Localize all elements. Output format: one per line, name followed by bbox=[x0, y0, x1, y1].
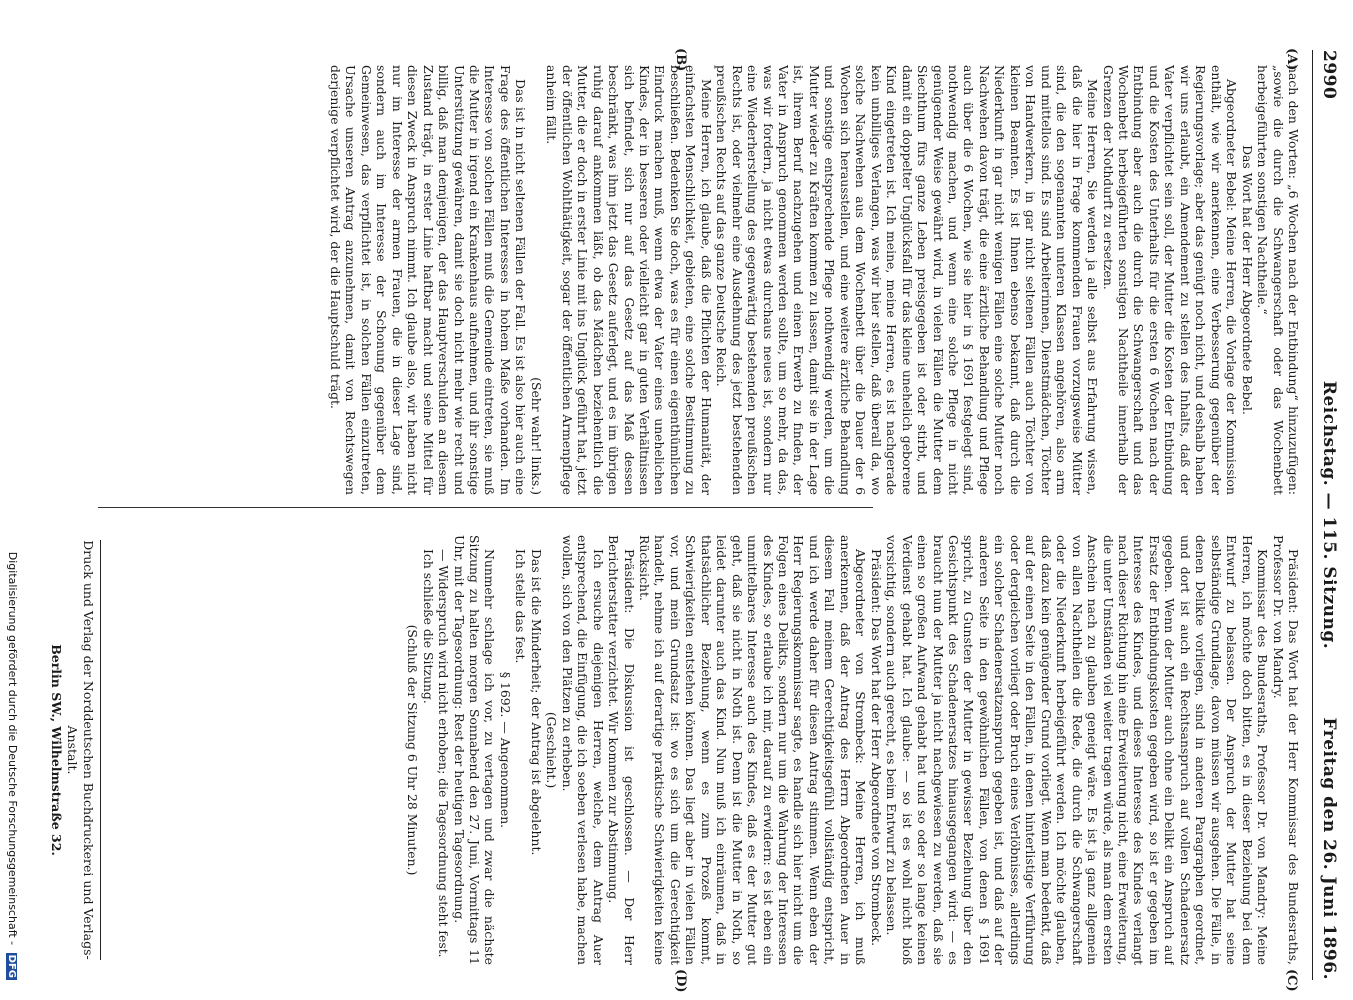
session-end-time: (Schluß der Sitzung 6 Uhr 28 Minuten.) bbox=[405, 624, 421, 876]
vote-confirm: Ich stelle das fest. bbox=[513, 549, 529, 664]
imprint-rule bbox=[100, 540, 101, 960]
vote-action: (Geschieht.) bbox=[544, 711, 560, 789]
session-close: Ich schließe die Sitzung. bbox=[420, 549, 436, 704]
header-rule bbox=[1312, 50, 1313, 980]
vote-call: Ich ersuche diejenigen Herren, welche, dem Antrag Auer entsprechend, die Einfügung, die ich soeben verlesen habe, machen wollen, sich von den Plätzen zu erheben. bbox=[559, 535, 606, 965]
bebel-speech-2: Meine Herren, Sie werden ja alle selbst aus Erfahrung wissen, daß die hier in Frage kommenden Frauen vorzugsweise Mütter sind, die den sogenannten unteren Klassen angehören, also arm und mittellos sind. Es sind Arbeiterinnen, Dienstmädchen, Töchter von Handwerkern, in gar nicht seltenen Fällen auch Töchter von kleinen Beamten. Es ist Ihnen ebenso bekannt, daß durch die Niederkunft in gar nicht wenigen Fällen eine solche Mutter noch Nachwehen davon trägt, die eine ärztliche Behandlung und Pflege auch über die 6 Wochen, wie sie hier in § 1691 festgelegt sind, nothwendig machen, und wenn eine solche Pflege in nicht genügender Weise gewährt wird, in vielen Fällen die Mutter dem Siechthum fürs ganze Leben preisgegeben ist oder stirbt, und damit ein doppelter Unglücksfall für das kleine unehelich geborene Kind eingetreten ist. Ich meine, meine Herren, es ist nachgerade kein unbilliges Verlangen, was wir hier stellen, daß überall da, wo solche Nachwehen aus dem Wochenbett über die Dauer der 6 Wochen sich herausstellen, und eine weitere ärztliche Behandlung und sonstige entsprechende Pflege nothwendig werden, um die Mutter wieder zu Kräften kommen zu lassen, damit sie in der Lage ist, ihrem Beruf nachzugehen und einen Erwerb zu finden, der Vater in Anspruch genommen werden sollte, um so mehr, da das, was wir fordern, ja nicht etwas durchaus neues ist, sondern nur eine Wiederherstellung des gegenwärtig bestehenden preußischen Rechts ist, oder vielmehr eine Ausdehnung des jetzt bestehenden preußischen Rechts auf das ganze Deutsche Reich. bbox=[714, 65, 1101, 495]
president-statement-3: Präsident: Die Diskussion ist geschlossen. — Der Herr Berichterstatter verzichtet. Wir kommen zur Abstimmung. bbox=[606, 535, 637, 965]
margin-marker-c: (C) bbox=[1284, 969, 1299, 992]
strombeck-speech: Abgeordneter von Strombeck: Meine Herren, ich muß anerkennen, daß der Antrag des Herrn Abgeordneten Auer in diesem Fall meinem Gerechtigkeitsgefühl vollständig entspricht, und ich werde daher für diesen Antrag stimmen. Wenn eben der Herr Regierungskommissar sagte, es handle sich hier nicht um die Folgen eines Delikts, sondern nur um die Wahrung der Interessen des Kindes, so erlaube ich mir, darauf zu erwidern: es ist eben ein unmittelbares Interesse auch des Kindes, daß es der Mutter gut geht, daß sie nicht in Noth ist. Denn ist die Mutter in Noth, so leidet darunter auch das Kind. Nun muß ich einräumen, daß in thatsächlicher Beziehung, wenn es zum Prozeß kommt, Schwierigkeiten entstehen können. Das liegt aber in vielen Fällen vor, und mein Grundsatz ist: wo es sich um die Gerechtigkeit handelt, nehme ich auf derartige praktische Schwierigkeiten keine Rücksicht. bbox=[636, 535, 869, 965]
president-statement-1: Präsident: Das Wort hat der Herr Kommissar des Bundesraths, Professor Dr. von Mandry. bbox=[1270, 535, 1301, 965]
vote-result: Das ist die Minderheit; der Antrag ist abgelehnt. bbox=[528, 549, 544, 856]
margin-marker-b: (B) bbox=[673, 48, 688, 72]
no-objection: — Widerspruch wird nicht erhoben; die Tagesordnung steht fest. bbox=[436, 549, 452, 958]
president-statement-2: Präsident: Das Wort hat der Herr Abgeordnete von Strombeck. bbox=[868, 549, 884, 947]
digitization-credit bbox=[6, 50, 19, 980]
page-number: 2990 bbox=[1319, 50, 1339, 100]
imprint-address: Berlin SW., Wilhelmstraße 32. bbox=[49, 644, 64, 856]
amendment-text: nach den Worten: „6 Wochen nach der Entbindung“ hinzuzufügen: „sowie die durch die Schwangerschaft oder das Wochenbett herbeigeführten sonstigen Nachtheile.“ bbox=[1255, 65, 1301, 495]
paragraph-accepted: § 1692. — Angenommen. bbox=[497, 671, 513, 829]
imprint-publisher: Druck und Verlag der Norddeutschen Buchdruckerei und Verlags-Anstalt. bbox=[65, 540, 96, 960]
session-date: Freitag den 26. Juni 1896. bbox=[1319, 717, 1339, 980]
mandry-speech: Kommissar des Bundesraths, Professor Dr. von Mandry: Meine Herren, ich möchte doch bitten, es in dieser Beziehung bei dem Entwurf zu belassen. Der Anspruch der Mutter hat seine selbständige Grundlage, davon müssen wir ausgehen. Die Fälle, in denen Delikte vorliegen, sind in anderen Paragraphen geordnet, und dort ist auch ein Rechtsanspruch auf vollen Schadenersatz gegeben. Wenn der Mutter auch ohne ein Delikt ein Anspruch auf Ersatz der Entbindungskosten gegeben wird, so ist er gegeben im Interesse des Kindes, und dieses Interesse des Kindes verlangt nach dieser Richtung hin eine Erweiterung nicht, eine Erweiterung, die unter Umständen viel weiter tragen würde, als man dem ersten Anschein nach zu glauben geneigt wäre. Es ist ja ganz allgemein von allen Nachtheilen die Rede, die durch die Schwangerschaft oder die Niederkunft herbeigeführt werden. Ich möchte glauben, daß dazu kein genügender Grund vorliegt. Wenn man bedenkt, daß auf der einen Seite in den Fällen, in denen hinterlistige Verführung oder dergleichen vorliegt oder Bruch eines Verlöbnisses, allerdings ein solcher Schadenersatzanspruch gegeben ist, und daß auf der anderen Seite in den gewöhnlichen Fällen, von denen § 1691 spricht, zu Gunsten der Mutter in gewisser Beziehung über den Gesichtspunkt des Schadenersatzes hinausgegangen wird: — es braucht nun der Mutter ja nicht nachgewiesen zu werden, daß sie einen so großen Aufwand gehabt hat und so oder so lange keinen Verdienst gehabt hat. Ich glaube: — so ist es wohl nicht bloß vorsichtig, sondern auch gerecht, es beim Entwurf zu belassen. bbox=[884, 535, 1271, 965]
margin-marker-a: (A) bbox=[1284, 48, 1299, 71]
dfg-logo: DFG bbox=[6, 954, 18, 978]
imprint bbox=[48, 540, 96, 960]
page-header bbox=[1317, 50, 1339, 980]
adjournment-proposal: Nunmehr schlage ich vor, zu vertagen und zwar die nächste Sitzung zu halten morgen Sonnabend den 27. Juni, Vormittags 11 Uhr, mit der Tagesordnung: Rest der heutigen Tagesordnung. bbox=[451, 535, 498, 965]
bebel-speech-3: Meine Herren, ich glaube, daß die Pflichten der Humanität, der einfachsten Menschlichkeit, gebieten, eine solche Bestimmung zu beschließen. Bedenken Sie doch, was es für einen eigenthümlichen Eindruck machen muß, wenn etwa der Vater eines unehelichen Kindes, der in besseren oder vielleicht gar in guten Verhältnissen sich befindet, sich nur auf das Gesetz auf das Maß dessen beschränkt, was ihm jetzt das Gesetz auferlegt, und es im übrigen ruhig darauf ankommen läßt, ob das Mädchen beziehentlich die Mutter, die er doch in erster Linie mit ins Unglück geführt hat, jetzt der öffentlichen Wohlthätigkeit, sogar der öffentlichen Armenpflege anheim fällt. bbox=[544, 65, 714, 495]
bebel-speech-4: Das ist in nicht seltenen Fällen der Fall. Es ist also hier auch eine Frage des öffentlichen Interesses in hohem Maße vorhanden. Im Interesse von solchen Fällen muß die Gemeinde eintreten, sie muß die Mutter in irgend ein Krankenhaus aufnehmen, und ihr sonstige Unterstützung gewähren, damit sie doch nicht mehr wie recht und billig, daß man demjenigen, der das Hauptverschulden an diesem Zustand trägt, in erster Linie haftbar macht und seine Mittel für diesen Zweck in Anspruch nimmt. Ich glaube also, wir haben nicht nur im Interesse der armen Frauen, die in dieser Lage sind, sondern auch im Interesse der Schonung gegenüber dem Gemeinwesen, das verpflichtet ist, in solchen Fällen einzutreten, Ursache unseren Antrag anzunehmen, damit von Rechtswegen derjenige verpflichtet wird, der die Hauptschuld trägt. bbox=[327, 65, 529, 495]
credit-text: Digitalisierung gefördert durch die Deutsche Forschungsgemeinschaft - bbox=[6, 551, 19, 946]
session-title: Reichstag. — 115. Sitzung. bbox=[1319, 380, 1339, 650]
bebel-speech-1: Abgeordneter Bebel: Meine Herren, die Vorlage der Kommission enthält, wie wir anerkennen, eine Verbesserung gegenüber der Regierungsvorlage; aber das genügt noch nicht, und deshalb haben wir uns erlaubt, ein Amendement zu stellen des Inhalts, daß der Vater verpflichtet sein soll, der Mutter die Kosten der Entbindung und die Kosten des Unterhalts für die ersten 6 Wochen nach der Entbindung aber auch die durch die Schwangerschaft und das Wochenbett herbeigeführten sonstigen Nachtheile innerhalb der Grenzen der Nothdurft zu ersetzen. bbox=[1100, 65, 1240, 495]
president-note: Das Wort hat der Herr Abgeordnete Bebel. bbox=[1239, 145, 1255, 415]
right-column bbox=[96, 535, 1301, 965]
column-divider bbox=[98, 507, 873, 508]
margin-marker-d: (D) bbox=[673, 969, 688, 993]
left-column bbox=[96, 65, 1301, 495]
interjection: (Sehr wahr! links.) bbox=[528, 377, 544, 495]
